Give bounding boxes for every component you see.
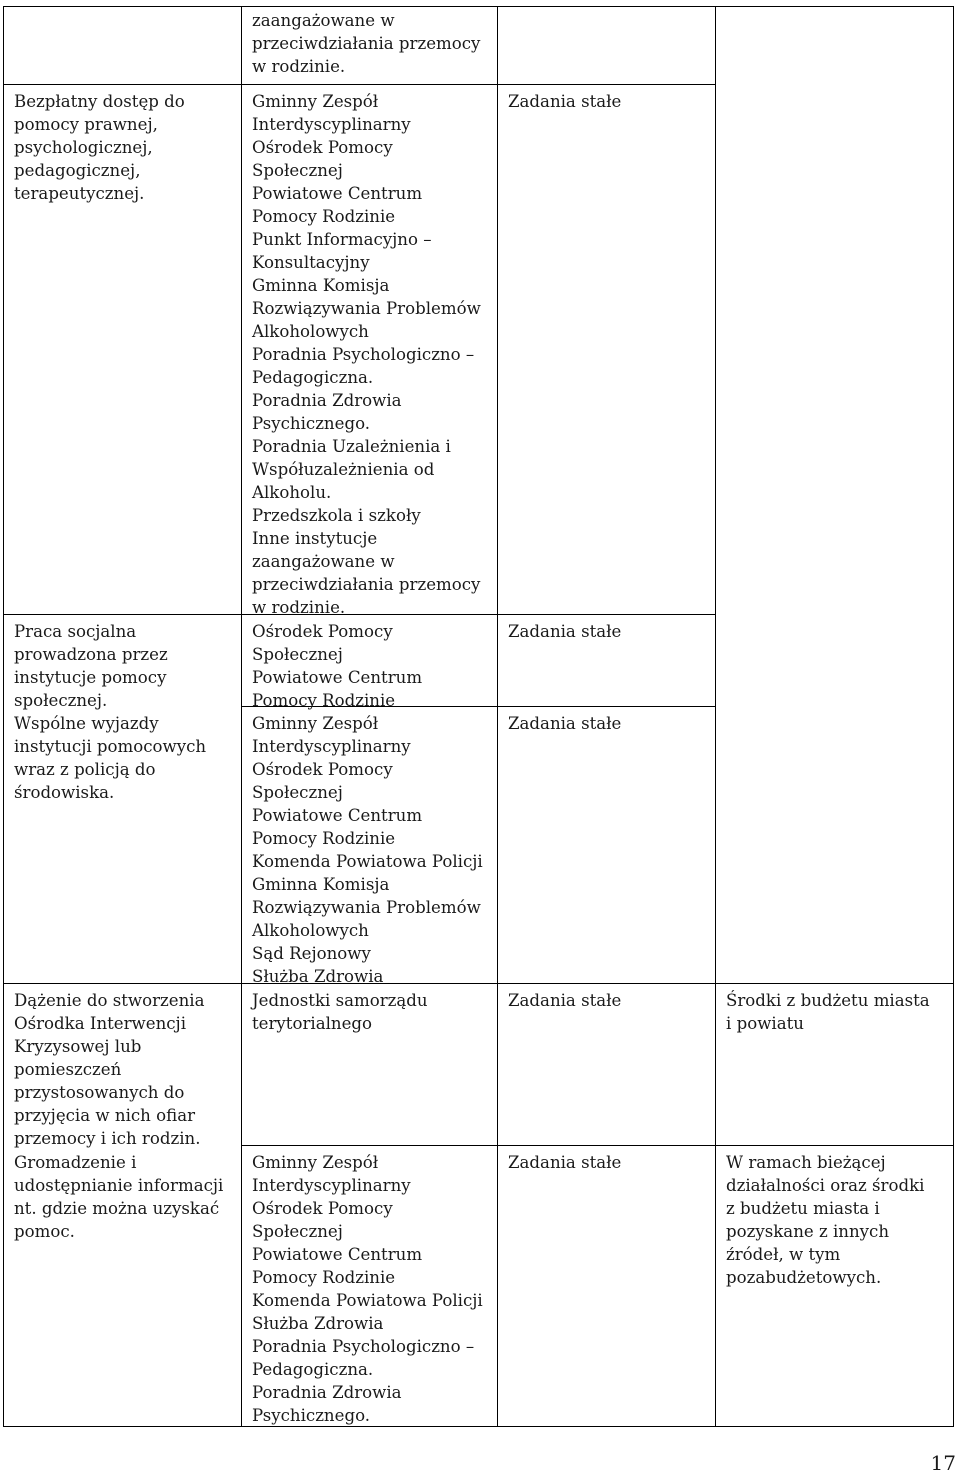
cell-task-joint-visits: Wspólne wyjazdy instytucji pomocowych wraz z policją do środowiska. xyxy=(14,714,207,802)
cell-deadline-social-work: Zadania stałe xyxy=(508,622,622,641)
cell-entities-information: Gminny Zespół Interdyscyplinarny Ośrodek Pomocy Społecznej Powiatowe Centrum Pomocy Rodzinie Komenda Powiatowa Policji Służba Zdrowia Poradnia Psychologiczno – Pedagogiczna. Poradnia Zdrowia Psychicznego. xyxy=(252,1153,483,1425)
document-table xyxy=(3,6,954,1427)
cell-entities-legal-help: Gminny Zespół Interdyscyplinarny Ośrodek Pomocy Społecznej Powiatowe Centrum Pomocy Rodzinie Punkt Informacyjno – Konsultacyjny Gminna Komisja Rozwiązywania Problemów Alkoholowych Poradnia Psychologiczno – Pedagogiczna. Poradnia Zdrowia Psychicznego. Poradnia Uzależnienia i Współuzależnienia od Alkoholu. Przedszkola i szkoły Inne instytucje zaangażowane w przeciwdziałania przemocy w rodzinie. xyxy=(252,92,481,617)
cell-task-social-work: Praca socjalna prowadzona przez instytucje pomocy społecznej. xyxy=(14,622,168,710)
cell-entities-crisis-center: Jednostki samorządu terytorialnego xyxy=(252,991,428,1033)
page-number: 17 xyxy=(930,1451,956,1475)
table-border-right xyxy=(953,6,954,1427)
column-divider-3 xyxy=(715,6,716,1427)
cell-deadline-information: Zadania stałe xyxy=(508,1153,622,1172)
cell-entities-joint-visits: Gminny Zespół Interdyscyplinarny Ośrodek Pomocy Społecznej Powiatowe Centrum Pomocy Rodzinie Komenda Powiatowa Policji Gminna Komisja Rozwiązywania Problemów Alkoholowych Sąd Rejonowy Służba Zdrowia xyxy=(252,714,483,986)
cell-funding-crisis-center: Środki z budżetu miasta i powiatu xyxy=(726,991,930,1033)
cell-entities-social-work: Ośrodek Pomocy Społecznej Powiatowe Centrum Pomocy Rodzinie xyxy=(252,622,423,710)
cell-entities-continued: zaangażowane w przeciwdziałania przemocy w rodzinie. xyxy=(252,11,481,76)
row-divider-1 xyxy=(3,84,715,85)
column-divider-1 xyxy=(241,6,242,1427)
row-divider-5 xyxy=(241,1145,954,1146)
column-divider-2 xyxy=(497,6,498,1427)
cell-deadline-crisis-center: Zadania stałe xyxy=(508,991,622,1010)
cell-task-legal-help: Bezpłatny dostęp do pomocy prawnej, psychologicznej, pedagogicznej, terapeutycznej. xyxy=(14,92,185,203)
cell-funding-information: W ramach bieżącej działalności oraz środki z budżetu miasta i pozyskane z innych źródeł, w tym pozabudżetowych. xyxy=(726,1153,925,1287)
cell-task-crisis-center: Dążenie do stworzenia Ośrodka Interwencji Kryzysowej lub pomieszczeń przystosowanych do przyjęcia w nich ofiar przemocy i ich rodzin. xyxy=(14,991,205,1148)
cell-deadline-joint-visits: Zadania stałe xyxy=(508,714,622,733)
table-border-left xyxy=(3,6,4,1427)
cell-task-information: Gromadzenie i udostępnianie informacji nt. gdzie można uzyskać pomoc. xyxy=(14,1153,224,1241)
table-border-top xyxy=(3,6,954,7)
cell-deadline-legal-help: Zadania stałe xyxy=(508,92,622,111)
